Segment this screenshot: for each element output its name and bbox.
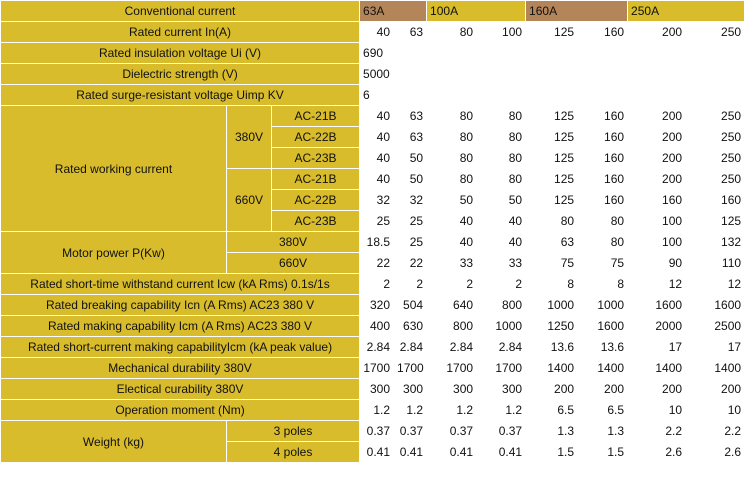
value-cell: 125 (526, 106, 578, 127)
value-cell: 125 (526, 148, 578, 169)
row-label: Rated surge-resistant voltage Uimp KV (1, 85, 360, 106)
group-header-250a: 250A (628, 1, 744, 22)
operation-moment-row (1, 400, 744, 421)
value-cell: 80 (427, 148, 477, 169)
value-cell: 1.5 (526, 442, 578, 463)
value-cell: 1000 (526, 295, 578, 316)
value-cell: 40 (477, 232, 526, 253)
value-cell: 33 (427, 253, 477, 274)
value-cell: 0.41 (360, 442, 394, 463)
value-cell: 200 (628, 22, 686, 43)
value-cell: 1.5 (578, 442, 628, 463)
value-cell: 40 (477, 211, 526, 232)
value-cell: 125 (526, 127, 578, 148)
value-cell: 200 (628, 379, 686, 400)
value-cell: 0.41 (394, 442, 427, 463)
working-current-row (1, 106, 744, 127)
value-cell: 300 (394, 379, 427, 400)
dielectric-strength-row (1, 64, 744, 85)
value-cell: 800 (427, 316, 477, 337)
value-cell: 17 (686, 337, 744, 358)
value-cell: 13.6 (578, 337, 628, 358)
value-cell: 125 (526, 169, 578, 190)
value-cell: 63 (526, 232, 578, 253)
weight-label: Weight (kg) (1, 421, 227, 463)
row-label: Rated making capability Icm (A Rms) AC23 380 V (1, 316, 360, 337)
value-cell: 80 (477, 169, 526, 190)
category-label: AC-21B (272, 169, 360, 190)
value-cell: 0.37 (427, 421, 477, 442)
value-cell: 320 (360, 295, 394, 316)
value-cell: 80 (427, 22, 477, 43)
value-cell: 300 (427, 379, 477, 400)
value-cell: 18.5 (360, 232, 394, 253)
value-cell: 0.37 (477, 421, 526, 442)
value-cell: 32 (360, 190, 394, 211)
value-cell: 1000 (578, 295, 628, 316)
category-label: AC-22B (272, 127, 360, 148)
value-cell: 160 (686, 190, 744, 211)
value-cell: 300 (360, 379, 394, 400)
value-cell: 2.84 (394, 337, 427, 358)
value-cell: 160 (578, 169, 628, 190)
row-label: Rated insulation voltage Ui (V) (1, 43, 360, 64)
poles-label: 4 poles (227, 442, 360, 463)
value-cell: 160 (578, 106, 628, 127)
group-header-63a: 63A (360, 1, 427, 22)
value-cell: 80 (427, 169, 477, 190)
value-cell: 50 (427, 190, 477, 211)
value-cell: 200 (578, 379, 628, 400)
value-cell: 2.6 (628, 442, 686, 463)
value-cell: 250 (686, 106, 744, 127)
value-cell: 504 (394, 295, 427, 316)
value-cell: 800 (477, 295, 526, 316)
value-cell: 40 (360, 106, 394, 127)
value-cell: 63 (394, 22, 427, 43)
value-cell: 250 (686, 22, 744, 43)
value-cell: 13.6 (526, 337, 578, 358)
value-cell: 0.37 (394, 421, 427, 442)
value-cell: 2500 (686, 316, 744, 337)
row-label: Rated short-time withstand current Icw (kA Rms) 0.1s/1s (1, 274, 360, 295)
value-cell: 25 (394, 211, 427, 232)
header-row (1, 1, 744, 22)
value-cell: 1400 (628, 358, 686, 379)
value-cell: 6.5 (578, 400, 628, 421)
row-label: Electical curability 380V (1, 379, 360, 400)
value-cell: 1.2 (427, 400, 477, 421)
value-cell: 75 (578, 253, 628, 274)
category-label: AC-23B (272, 211, 360, 232)
value-cell: 250 (686, 169, 744, 190)
row-label: Rated current In(A) (1, 22, 360, 43)
value-cell: 640 (427, 295, 477, 316)
value-cell: 250 (686, 127, 744, 148)
value-cell: 0.41 (427, 442, 477, 463)
value-cell: 32 (394, 190, 427, 211)
value-cell: 200 (628, 106, 686, 127)
value-cell: 33 (477, 253, 526, 274)
category-label: AC-21B (272, 106, 360, 127)
value-cell: 40 (360, 127, 394, 148)
value-cell: 1.2 (360, 400, 394, 421)
header-label: Conventional current (1, 1, 360, 22)
value-cell: 40 (360, 169, 394, 190)
spec-table-body (1, 1, 744, 463)
value-cell: 200 (628, 127, 686, 148)
group-header-160a: 160A (526, 1, 628, 22)
mechanical-durability-row (1, 358, 744, 379)
value-cell: 200 (526, 379, 578, 400)
value-cell: 125 (686, 211, 744, 232)
value-cell: 8 (578, 274, 628, 295)
value-cell: 1.2 (477, 400, 526, 421)
value-cell: 5000 (360, 64, 744, 85)
value-cell: 125 (526, 190, 578, 211)
insulation-voltage-row (1, 43, 744, 64)
value-cell: 40 (360, 22, 394, 43)
row-label: Mechanical durability 380V (1, 358, 360, 379)
voltage-label: 660V (227, 253, 360, 274)
value-cell: 2 (477, 274, 526, 295)
value-cell: 1.2 (394, 400, 427, 421)
value-cell: 2000 (628, 316, 686, 337)
value-cell: 2.2 (628, 421, 686, 442)
voltage-label: 380V (227, 232, 360, 253)
value-cell: 12 (628, 274, 686, 295)
value-cell: 17 (628, 337, 686, 358)
value-cell: 1600 (578, 316, 628, 337)
row-label: Operation moment (Nm) (1, 400, 360, 421)
value-cell: 160 (578, 148, 628, 169)
row-label: Rated breaking capability Icn (A Rms) AC23 380 V (1, 295, 360, 316)
value-cell: 6.5 (526, 400, 578, 421)
value-cell: 200 (628, 148, 686, 169)
breaking-capability-row (1, 295, 744, 316)
row-label: Rated short-current making capabilityIcm (kA peak value) (1, 337, 360, 358)
rated-current-row (1, 22, 744, 43)
value-cell: 1700 (427, 358, 477, 379)
value-cell: 100 (477, 22, 526, 43)
value-cell: 80 (477, 148, 526, 169)
value-cell: 100 (628, 211, 686, 232)
value-cell: 1000 (477, 316, 526, 337)
value-cell: 2.6 (686, 442, 744, 463)
value-cell: 100 (628, 232, 686, 253)
short-current-making-row (1, 337, 744, 358)
value-cell: 90 (628, 253, 686, 274)
working-current-label: Rated working current (1, 106, 227, 232)
value-cell: 1400 (686, 358, 744, 379)
value-cell: 80 (578, 211, 628, 232)
value-cell: 2.84 (360, 337, 394, 358)
value-cell: 1400 (578, 358, 628, 379)
value-cell: 80 (578, 232, 628, 253)
voltage-label: 380V (227, 106, 272, 169)
value-cell: 630 (394, 316, 427, 337)
value-cell: 1.3 (526, 421, 578, 442)
electrical-durability-row (1, 379, 744, 400)
value-cell: 12 (686, 274, 744, 295)
value-cell: 250 (686, 148, 744, 169)
value-cell: 10 (686, 400, 744, 421)
poles-label: 3 poles (227, 421, 360, 442)
value-cell: 2 (394, 274, 427, 295)
value-cell: 160 (578, 190, 628, 211)
value-cell: 0.41 (477, 442, 526, 463)
value-cell: 2.84 (427, 337, 477, 358)
value-cell: 160 (578, 127, 628, 148)
group-header-100a: 100A (427, 1, 526, 22)
value-cell: 40 (360, 148, 394, 169)
value-cell: 400 (360, 316, 394, 337)
value-cell: 80 (477, 127, 526, 148)
value-cell: 50 (477, 190, 526, 211)
value-cell: 1250 (526, 316, 578, 337)
value-cell: 63 (394, 127, 427, 148)
category-label: AC-23B (272, 148, 360, 169)
value-cell: 25 (394, 232, 427, 253)
value-cell: 6 (360, 85, 744, 106)
value-cell: 0.37 (360, 421, 394, 442)
value-cell: 2 (427, 274, 477, 295)
value-cell: 1700 (360, 358, 394, 379)
value-cell: 1400 (526, 358, 578, 379)
surge-voltage-row (1, 85, 744, 106)
value-cell: 50 (394, 169, 427, 190)
value-cell: 50 (394, 148, 427, 169)
value-cell: 22 (360, 253, 394, 274)
value-cell: 1600 (686, 295, 744, 316)
value-cell: 40 (427, 211, 477, 232)
value-cell: 690 (360, 43, 744, 64)
value-cell: 75 (526, 253, 578, 274)
motor-power-label: Motor power P(Kw) (1, 232, 227, 274)
row-label: Dielectric strength (V) (1, 64, 360, 85)
value-cell: 1.3 (578, 421, 628, 442)
value-cell: 110 (686, 253, 744, 274)
value-cell: 40 (427, 232, 477, 253)
value-cell: 10 (628, 400, 686, 421)
value-cell: 63 (394, 106, 427, 127)
motor-power-row (1, 232, 744, 253)
weight-row (1, 421, 744, 442)
value-cell: 2 (360, 274, 394, 295)
value-cell: 160 (578, 22, 628, 43)
making-capability-row (1, 316, 744, 337)
category-label: AC-22B (272, 190, 360, 211)
value-cell: 2.84 (477, 337, 526, 358)
short-time-row (1, 274, 744, 295)
value-cell: 200 (628, 169, 686, 190)
value-cell: 8 (526, 274, 578, 295)
value-cell: 80 (477, 106, 526, 127)
value-cell: 1600 (628, 295, 686, 316)
value-cell: 1700 (394, 358, 427, 379)
value-cell: 2.2 (686, 421, 744, 442)
value-cell: 25 (360, 211, 394, 232)
value-cell: 80 (427, 127, 477, 148)
value-cell: 22 (394, 253, 427, 274)
value-cell: 300 (477, 379, 526, 400)
voltage-label: 660V (227, 169, 272, 232)
value-cell: 160 (628, 190, 686, 211)
value-cell: 200 (686, 379, 744, 400)
value-cell: 80 (427, 106, 477, 127)
value-cell: 132 (686, 232, 744, 253)
value-cell: 80 (526, 211, 578, 232)
value-cell: 125 (526, 22, 578, 43)
value-cell: 1700 (477, 358, 526, 379)
